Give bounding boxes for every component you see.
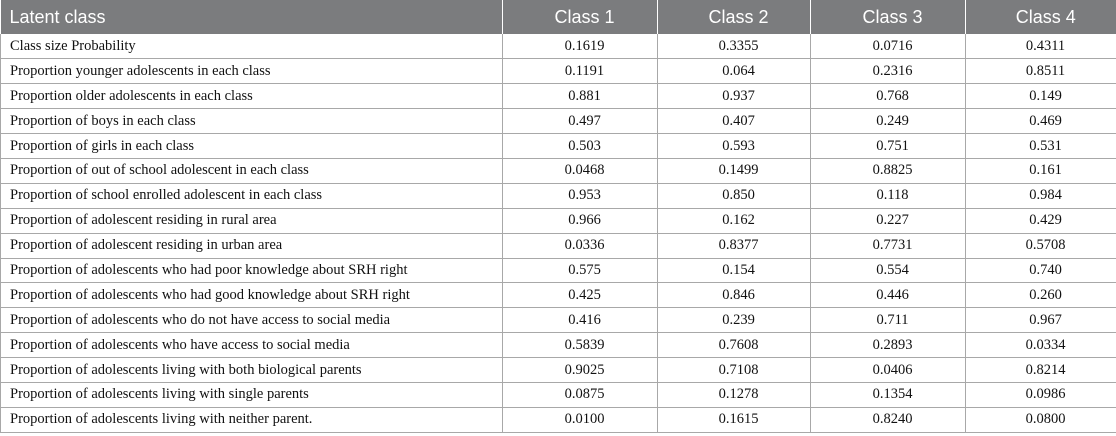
value-cell-class-4: 0.740 xyxy=(966,258,1116,283)
row-label-cell: Proportion of adolescents living with single parents xyxy=(1,382,503,407)
row-label-cell: Proportion of adolescent residing in urban area xyxy=(1,233,503,258)
row-label-cell: Proportion older adolescents in each class xyxy=(1,84,503,109)
value-cell-class-1: 0.503 xyxy=(503,134,658,159)
value-cell-class-4: 0.967 xyxy=(966,308,1116,333)
value-cell-class-3: 0.1354 xyxy=(811,382,966,407)
value-cell-class-1: 0.5839 xyxy=(503,333,658,358)
row-label-cell: Proportion of adolescents who do not have access to social media xyxy=(1,308,503,333)
value-cell-class-3: 0.711 xyxy=(811,308,966,333)
value-cell-class-3: 0.227 xyxy=(811,208,966,233)
value-cell-class-1: 0.0336 xyxy=(503,233,658,258)
value-cell-class-4: 0.5708 xyxy=(966,233,1116,258)
value-cell-class-1: 0.1191 xyxy=(503,59,658,84)
value-cell-class-3: 0.2893 xyxy=(811,333,966,358)
header-class-3: Class 3 xyxy=(811,0,966,34)
value-cell-class-4: 0.469 xyxy=(966,109,1116,134)
row-label-cell: Proportion of boys in each class xyxy=(1,109,503,134)
value-cell-class-3: 0.2316 xyxy=(811,59,966,84)
value-cell-class-2: 0.239 xyxy=(658,308,811,333)
value-cell-class-4: 0.149 xyxy=(966,84,1116,109)
table-row xyxy=(1,308,1116,333)
value-cell-class-3: 0.7731 xyxy=(811,233,966,258)
value-cell-class-3: 0.0716 xyxy=(811,34,966,59)
value-cell-class-1: 0.416 xyxy=(503,308,658,333)
value-cell-class-1: 0.0100 xyxy=(503,407,658,432)
value-cell-class-1: 0.0468 xyxy=(503,158,658,183)
header-class-4: Class 4 xyxy=(966,0,1116,34)
value-cell-class-1: 0.497 xyxy=(503,109,658,134)
value-cell-class-1: 0.9025 xyxy=(503,358,658,383)
header-row xyxy=(1,0,1116,34)
value-cell-class-2: 0.3355 xyxy=(658,34,811,59)
table-row xyxy=(1,233,1116,258)
row-label-cell: Proportion of girls in each class xyxy=(1,134,503,159)
value-cell-class-3: 0.249 xyxy=(811,109,966,134)
value-cell-class-4: 0.4311 xyxy=(966,34,1116,59)
table-row xyxy=(1,358,1116,383)
table-row xyxy=(1,134,1116,159)
table-row xyxy=(1,258,1116,283)
header-class-1: Class 1 xyxy=(503,0,658,34)
value-cell-class-2: 0.1499 xyxy=(658,158,811,183)
value-cell-class-2: 0.850 xyxy=(658,183,811,208)
value-cell-class-4: 0.8511 xyxy=(966,59,1116,84)
value-cell-class-4: 0.260 xyxy=(966,283,1116,308)
table-row xyxy=(1,59,1116,84)
row-label-cell: Class size Probability xyxy=(1,34,503,59)
value-cell-class-3: 0.118 xyxy=(811,183,966,208)
value-cell-class-4: 0.531 xyxy=(966,134,1116,159)
value-cell-class-2: 0.7608 xyxy=(658,333,811,358)
table-row xyxy=(1,109,1116,134)
value-cell-class-1: 0.953 xyxy=(503,183,658,208)
value-cell-class-3: 0.0406 xyxy=(811,358,966,383)
row-label-cell: Proportion of adolescents living with neither parent. xyxy=(1,407,503,432)
table-row xyxy=(1,158,1116,183)
table-row xyxy=(1,183,1116,208)
value-cell-class-2: 0.1615 xyxy=(658,407,811,432)
value-cell-class-1: 0.1619 xyxy=(503,34,658,59)
value-cell-class-3: 0.554 xyxy=(811,258,966,283)
table-row xyxy=(1,333,1116,358)
value-cell-class-2: 0.064 xyxy=(658,59,811,84)
value-cell-class-4: 0.0334 xyxy=(966,333,1116,358)
value-cell-class-2: 0.407 xyxy=(658,109,811,134)
value-cell-class-1: 0.966 xyxy=(503,208,658,233)
value-cell-class-3: 0.768 xyxy=(811,84,966,109)
row-label-cell: Proportion of adolescents living with both biological parents xyxy=(1,358,503,383)
value-cell-class-2: 0.162 xyxy=(658,208,811,233)
table-row xyxy=(1,84,1116,109)
value-cell-class-4: 0.0986 xyxy=(966,382,1116,407)
value-cell-class-3: 0.8240 xyxy=(811,407,966,432)
row-label-cell: Proportion of adolescents who had good knowledge about SRH right xyxy=(1,283,503,308)
value-cell-class-4: 0.984 xyxy=(966,183,1116,208)
value-cell-class-4: 0.161 xyxy=(966,158,1116,183)
value-cell-class-3: 0.446 xyxy=(811,283,966,308)
table-row xyxy=(1,283,1116,308)
row-label-cell: Proportion of adolescent residing in rural area xyxy=(1,208,503,233)
row-label-cell: Proportion of adolescents who have access to social media xyxy=(1,333,503,358)
row-label-cell: Proportion of school enrolled adolescent in each class xyxy=(1,183,503,208)
row-label-cell: Proportion of adolescents who had poor knowledge about SRH right xyxy=(1,258,503,283)
table-body xyxy=(1,34,1116,432)
value-cell-class-2: 0.7108 xyxy=(658,358,811,383)
value-cell-class-1: 0.0875 xyxy=(503,382,658,407)
row-label-cell: Proportion of out of school adolescent in each class xyxy=(1,158,503,183)
value-cell-class-1: 0.575 xyxy=(503,258,658,283)
value-cell-class-4: 0.8214 xyxy=(966,358,1116,383)
row-label-cell: Proportion younger adolescents in each class xyxy=(1,59,503,84)
value-cell-class-2: 0.593 xyxy=(658,134,811,159)
value-cell-class-2: 0.846 xyxy=(658,283,811,308)
value-cell-class-2: 0.937 xyxy=(658,84,811,109)
header-latent-class: Latent class xyxy=(1,0,503,34)
table-row xyxy=(1,34,1116,59)
value-cell-class-4: 0.429 xyxy=(966,208,1116,233)
value-cell-class-1: 0.425 xyxy=(503,283,658,308)
value-cell-class-2: 0.1278 xyxy=(658,382,811,407)
value-cell-class-1: 0.881 xyxy=(503,84,658,109)
value-cell-class-2: 0.154 xyxy=(658,258,811,283)
table-row xyxy=(1,407,1116,432)
value-cell-class-3: 0.8825 xyxy=(811,158,966,183)
header-class-2: Class 2 xyxy=(658,0,811,34)
table-row xyxy=(1,382,1116,407)
value-cell-class-2: 0.8377 xyxy=(658,233,811,258)
table-row xyxy=(1,208,1116,233)
value-cell-class-3: 0.751 xyxy=(811,134,966,159)
value-cell-class-4: 0.0800 xyxy=(966,407,1116,432)
